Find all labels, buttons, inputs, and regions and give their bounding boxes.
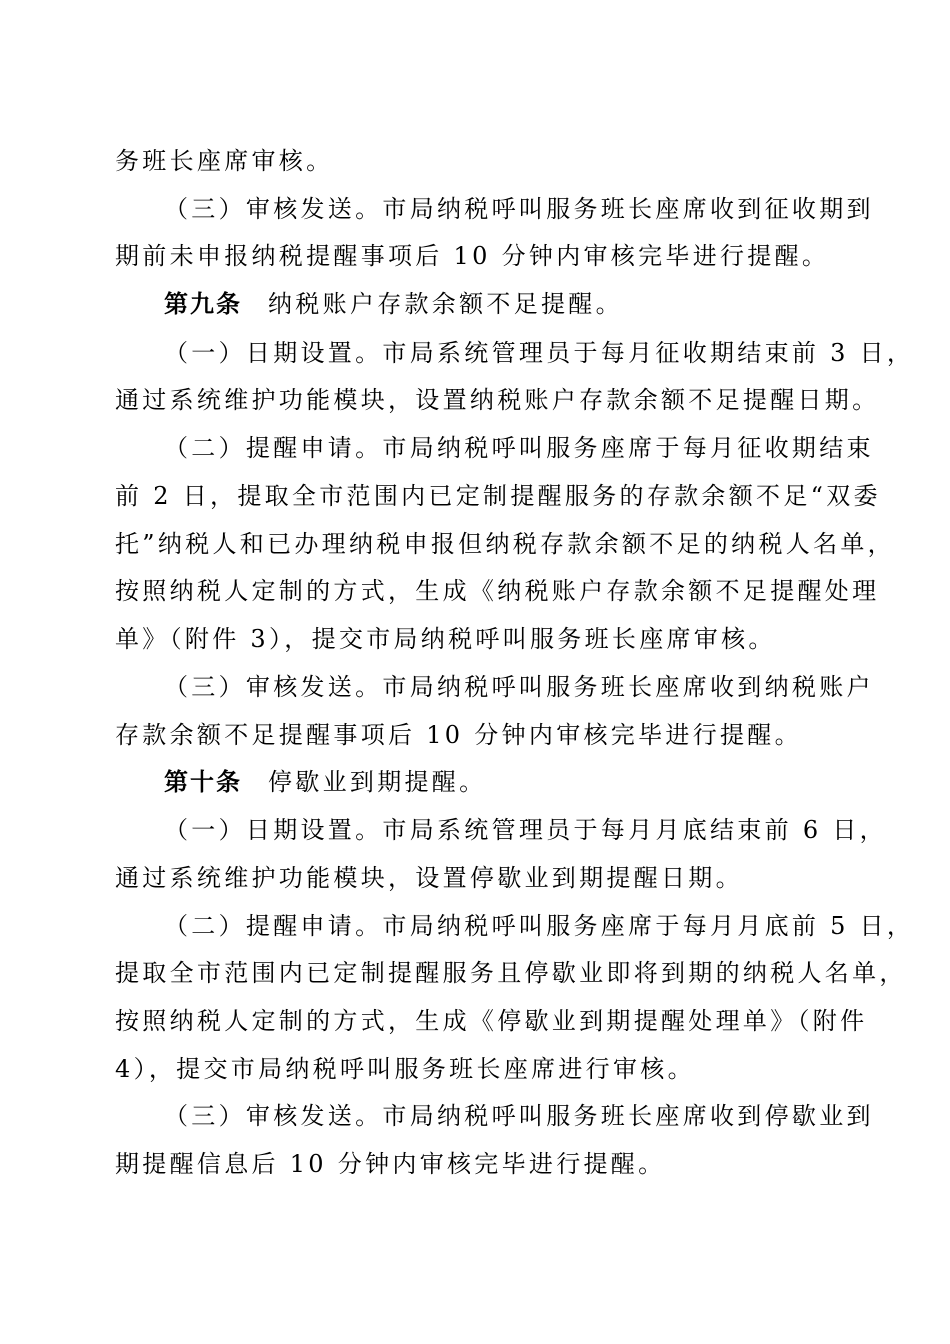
text-line: （二）提醒申请。市局纳税呼叫服务座席于每月月底前 5 日， <box>164 912 915 940</box>
text-line: 4），提交市局纳税呼叫服务班长座席进行审核。 <box>115 1055 695 1083</box>
text-line: （三）审核发送。市局纳税呼叫服务班长座席收到纳税账户 <box>164 673 874 701</box>
text-line: 期前未申报纳税提醒事项后 10 分钟内审核完毕进行提醒。 <box>115 242 830 270</box>
text-line: （一）日期设置。市局系统管理员于每月征收期结束前 3 日， <box>164 339 915 367</box>
article-number: 第十条 <box>164 767 242 796</box>
text-line: 提取全市范围内已定制提醒服务且停歇业即将到期的纳税人名单， <box>115 959 907 987</box>
text-line: （二）提醒申请。市局纳税呼叫服务座席于每月征收期结束 <box>164 434 874 462</box>
text-line: 通过系统维护功能模块，设置纳税账户存款余额不足提醒日期。 <box>115 386 880 414</box>
text-line: 通过系统维护功能模块，设置停歇业到期提醒日期。 <box>115 864 743 892</box>
article-heading <box>164 767 486 797</box>
text-line: 单》（附件 3），提交市局纳税呼叫服务班长座席审核。 <box>115 625 776 653</box>
text-line: （三）审核发送。市局纳税呼叫服务班长座席收到征收期到 <box>164 195 874 223</box>
article-title: 停歇业到期提醒。 <box>268 768 487 796</box>
text-line: 按照纳税人定制的方式，生成《停歇业到期提醒处理单》（附件 <box>115 1007 868 1035</box>
text-line: 期提醒信息后 10 分钟内审核完毕进行提醒。 <box>115 1150 666 1178</box>
text-line: （三）审核发送。市局纳税呼叫服务班长座席收到停歇业到 <box>164 1102 874 1130</box>
text-line: 按照纳税人定制的方式，生成《纳税账户存款余额不足提醒处理 <box>115 577 880 605</box>
text-line: 存款余额不足提醒事项后 10 分钟内审核完毕进行提醒。 <box>115 721 802 749</box>
article-number: 第九条 <box>164 289 242 318</box>
article-title: 纳税账户存款余额不足提醒。 <box>268 290 623 318</box>
article-heading <box>164 289 623 319</box>
text-line: 托”纳税人和已办理纳税申报但纳税存款余额不足的纳税人名单， <box>115 530 895 558</box>
text-line: （一）日期设置。市局系统管理员于每月月底结束前 6 日， <box>164 816 887 844</box>
text-line: 务班长座席审核。 <box>115 147 334 175</box>
text-line: 前 2 日，提取全市范围内已定制提醒服务的存款余额不足“双委 <box>115 482 881 510</box>
